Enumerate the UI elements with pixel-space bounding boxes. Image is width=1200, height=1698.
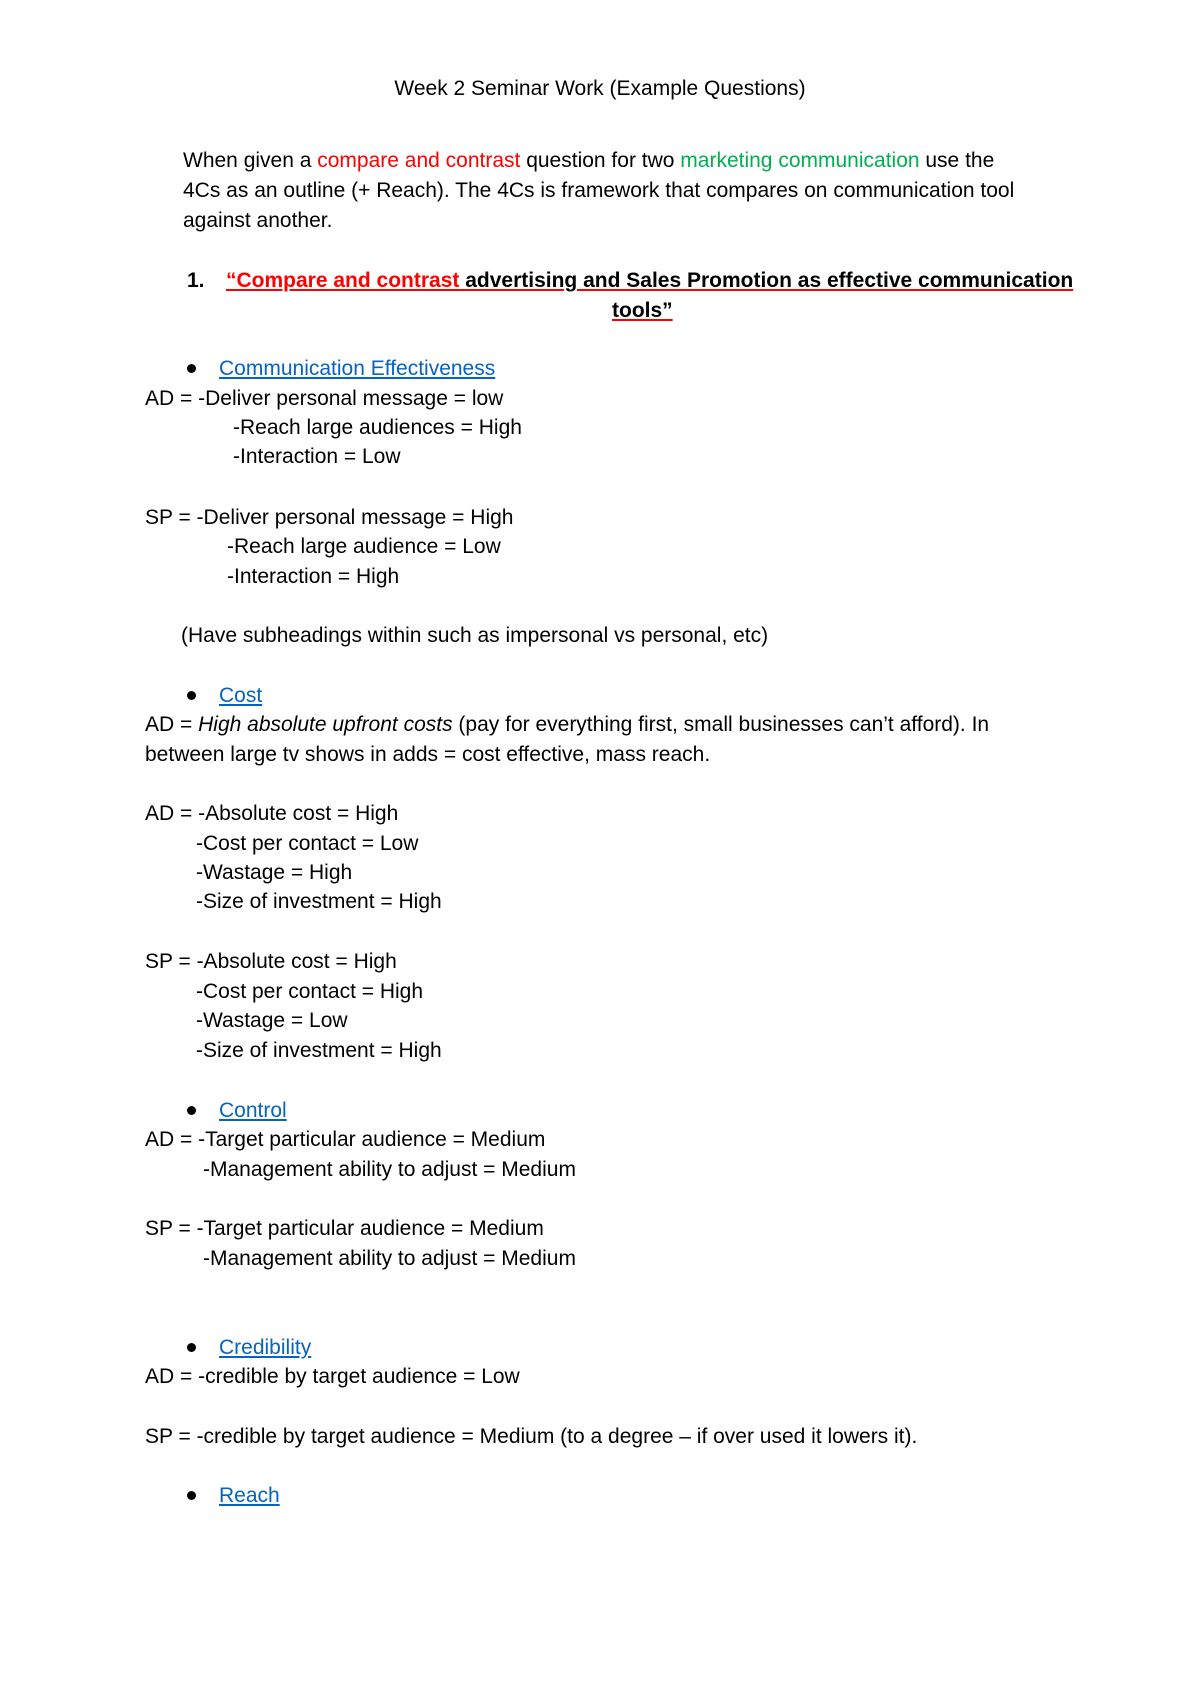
cost-sp-line: -Wastage = Low	[196, 1009, 348, 1032]
comm-note: (Have subheadings within such as impersonal vs personal, etc)	[181, 624, 769, 647]
intro-line-1	[183, 148, 994, 174]
bullet-icon	[187, 1491, 196, 1500]
cost-intro-italic: High absolute upfront costs	[198, 713, 453, 736]
cost-ad-line: -Cost per contact = Low	[196, 832, 419, 855]
cost-intro-prefix: AD =	[145, 713, 199, 736]
control-ad-line: -Management ability to adjust = Medium	[203, 1158, 576, 1181]
question-number: 1.	[187, 269, 205, 292]
comm-ad-line: -Interaction = Low	[233, 445, 401, 468]
cost-sp-line: -Cost per contact = High	[196, 980, 424, 1003]
credibility-ad-line: AD = -credible by target audience = Low	[145, 1365, 520, 1388]
cost-ad-line: AD = -Absolute cost = High	[145, 802, 399, 825]
question-line-2: tools”	[612, 299, 673, 322]
page-title: Week 2 Seminar Work (Example Questions)	[394, 77, 806, 100]
heading-control[interactable]: Control	[219, 1099, 287, 1122]
bullet-icon	[187, 691, 196, 700]
intro-line-3: against another.	[183, 209, 333, 232]
cost-ad-line: -Wastage = High	[196, 861, 353, 884]
intro-text: use the	[919, 149, 995, 172]
intro-red-phrase: compare and contrast	[317, 149, 521, 172]
intro-green-phrase: marketing communication	[680, 149, 920, 172]
comm-ad-line: -Reach large audiences = High	[233, 416, 522, 439]
intro-text: When given a	[183, 149, 318, 172]
question-text: advertising and Sales Promotion as effective communication	[459, 269, 1074, 292]
comm-ad-line: AD = -Deliver personal message = low	[145, 387, 504, 410]
question-line-1	[226, 268, 1073, 294]
bullet-icon	[187, 1343, 196, 1352]
heading-reach[interactable]: Reach	[219, 1484, 280, 1507]
cost-sp-line: SP = -Absolute cost = High	[145, 950, 397, 973]
cost-intro-rest: (pay for everything first, small businesses can’t afford). In	[452, 713, 990, 736]
control-sp-line: -Management ability to adjust = Medium	[203, 1247, 576, 1270]
comm-sp-line: SP = -Deliver personal message = High	[145, 506, 514, 529]
bullet-icon	[187, 1106, 196, 1115]
heading-communication-effectiveness[interactable]: Communication Effectiveness	[219, 357, 496, 380]
cost-sp-line: -Size of investment = High	[196, 1039, 442, 1062]
question-red-text: “Compare and contrast	[226, 269, 460, 292]
cost-intro-line-2: between large tv shows in adds = cost effective, mass reach.	[145, 743, 711, 766]
intro-line-2: 4Cs as an outline (+ Reach). The 4Cs is framework that compares on communication tool	[183, 179, 1015, 202]
cost-ad-line: -Size of investment = High	[196, 890, 442, 913]
heading-credibility[interactable]: Credibility	[219, 1336, 312, 1359]
control-sp-line: SP = -Target particular audience = Medium	[145, 1217, 544, 1240]
cost-intro-line-1	[145, 712, 989, 738]
comm-sp-line: -Interaction = High	[227, 565, 400, 588]
bullet-icon	[187, 364, 196, 373]
comm-sp-line: -Reach large audience = Low	[227, 535, 501, 558]
heading-cost[interactable]: Cost	[219, 684, 263, 707]
control-ad-line: AD = -Target particular audience = Medium	[145, 1128, 546, 1151]
intro-text: question for two	[520, 149, 681, 172]
credibility-sp-line: SP = -credible by target audience = Medium (to a degree – if over used it lowers it).	[145, 1425, 918, 1448]
